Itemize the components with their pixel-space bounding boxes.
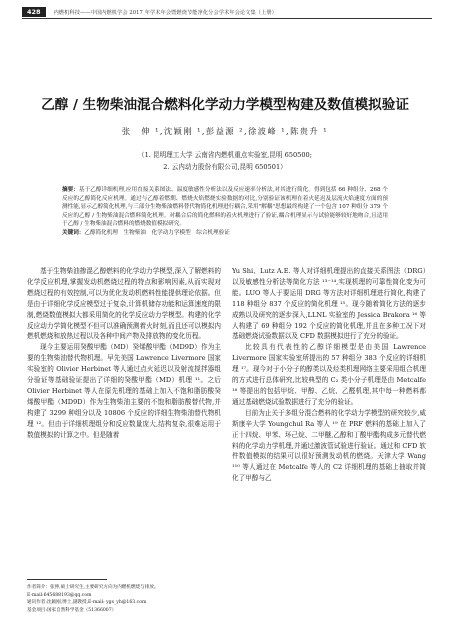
- affiliation-2: 2. 云内动力股份有限公司,昆明 650501）: [163, 163, 287, 171]
- paragraph: 基于生物柴油掺混乙醇燃料的化学动力学模型,深入了解燃料的化学反应机理,掌握发动机燃烧过程的特点和影响因素,从而实现对燃烧过程的有效控制,可以为优化发动机燃料性能提供理论依据。但是由于详细化学反应模型过于复杂,计算机储存功能和运算速度的限制,燃烧数值模拟大都采用简化的化学反应动力学模型。构建的化学反应动力学简化模型不但可以准确预测着火时刻,而且还可以模拟内燃机燃烧和放热过程以及各种中间产物及排放物的变化历程。: [27, 267, 221, 341]
- abstract-label: 摘要：: [62, 187, 79, 193]
- paragraph: Yu Shi、Lutz A.E. 等人对详细机理提出的直接关系图法（DRG）以及敏感性分析法等简化方法 ¹³⁻¹⁴,实现机理的可靠性简化变为可能。LUO 等人于要运用 DRG 等方法对详细机理进行简化,构建了 118 种组分 837 个反应的简化机理 ¹⁵。现今随着简化方法的逐步成熟以及研究的逐步深入,LLNL 实验室的 Jessica Brakora ¹⁶ 等人构建了 69 种组分 192 个反应的简化机理,并且在多种工况下对基础燃烧试验数据以及 CFD 数据模拟进行了充分的验证。: [232, 267, 426, 341]
- paragraph: 现今主要运用癸酸甲酯（MD）癸烯酸甲酯（MD9D）作为主要的生物柴油替代物机理。早先美国 Lawrence Livermore 国家实验室的 Olivier Herbinet 等人通过点火延迟以及射流搅拌器组分验证等基础验证提出了详细的癸酸甲酯（MD）机理 ¹¹。之后 Olivier Herbinet 等人在原先机理的基础上加入不饱和脂肪酸癸烯酸甲酯（MD9D）作为生物柴油主要的不饱和脂肪酸替代物,并构建了 3299 种组分以及 10806 个反应的详细生物柴油替代物机理 ¹²。但由于详细机理组分和反应数量庞大,结构复杂,很难运用于数值模拟的计算之中。但是随着: [27, 343, 221, 439]
- keywords-label: 关键词：: [62, 229, 85, 236]
- keywords-text: 乙醇简化机理 生物柴油 化学动力学模型 综合机理验证: [84, 229, 230, 236]
- keywords: [62, 229, 388, 238]
- body-column-left: [27, 266, 221, 441]
- footnote: [27, 584, 227, 614]
- footnote-line: E-mail:645688193@qq.com: [27, 592, 92, 598]
- running-header: [22, 6, 432, 19]
- footnote-divider: [27, 579, 107, 580]
- abstract-text: 基于乙醇详细机理,应用直接关系图法、温度敏感性分析法以及反应速率分析法,对其进行简化。得到包括 66 种组分、268 个反应的乙醇简化反应机理。通过与乙醇着燃期、燃烧火焰燃烧实验数据的对比,分别验证该机理在着火延迟及层流火焰速度方面的预测性能,显示乙醇简化机理,与三部分生物柴油燃料替代物简化机理进行耦合,采用"解耦"思想最终构建了一个包含 107 种组分 379 个反应的乙醇 / 生物柴油混合燃料简化机理。对耦合后的简化燃料的着火机理进行了验证,耦合机理显示与试验能够较好地吻合,且适用于乙醇 / 生物柴油混合燃料的燃烧数值模拟研究。: [62, 187, 388, 228]
- footnote-line: 通讯作者:沈颖刚,博士,副教授,E-mail: ygs_yh@163.com: [27, 600, 147, 606]
- affiliation-1: （1. 昆明理工大学 云南省内燃机重点实验室,昆明 650500;: [138, 151, 312, 159]
- running-title: 内燃机科技——中国内燃机学会 2017 年学术年会暨燃烧节能净化分会学术年会论文集（上册）: [53, 9, 277, 16]
- paper-title: 乙醇 / 生物柴油混合燃料化学动力学模型构建及数值模拟验证: [41, 97, 409, 113]
- paragraph: 目前为止关于多组分混合燃料的化学动力学模型的研究较少,威斯康辛大学 Youngchul Ra 等人 ¹⁹ 在 PRF 燃料的基础上加入了正十四烷、甲苯、环己烷、二甲醚,乙醇和丁酸甲酯构成多元替代燃料的化学动力学机理,并通过激波管试验进行验证。通过和 CFD 软件数值模拟的结果可以很好预测发动机的燃烧。天津大学 Wang ¹¹⁰ 等人通过在 Metcalfe 等人的 C2 详细机理的基础上抽取并简化了甲醇与乙: [232, 408, 426, 483]
- footnote-line: 基金项目:国家自然科学基金（51366007）: [27, 607, 117, 613]
- footnote-line: 作者简介：张伸,硕士研究生,主要研究方向为内燃机燃烧与排放。: [27, 585, 159, 590]
- author-list: 张 伸 ¹,沈颖刚 ¹,彭益源 ²,徐波峰 ¹,陈贵升 ¹: [121, 126, 329, 136]
- abstract-body: [62, 186, 388, 229]
- body-column-right: [232, 266, 426, 484]
- abstract: [62, 186, 388, 238]
- paragraph: 比较具有代表性的乙醇详细模型是由美国 Lawrence Livermore 国家实验室所提出的 57 种组分 383 个反应的详细机理 ¹⁷。现今对于小分子的醇类以及烃类机理网络主要采用组合机理的方式进行总体研究,比较典型的 C₂ 类小分子机理是由 Metcalfe ¹⁸ 等提出的包括甲烷、甲醇、乙烷、乙醛机理,其中每一种燃料都通过基础燃烧试验数据进行了充分的验证。: [232, 343, 426, 406]
- page-number: 428: [22, 7, 46, 17]
